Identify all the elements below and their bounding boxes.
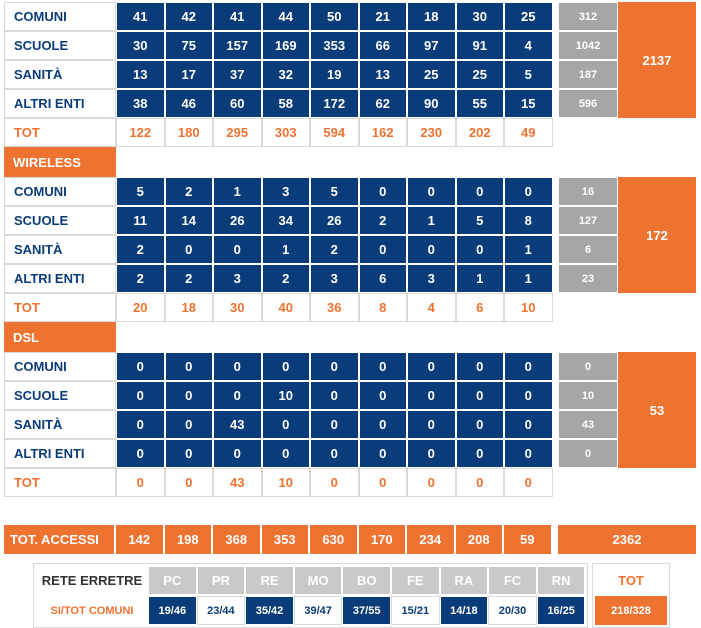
- value-cell: 0: [359, 235, 408, 264]
- tot-label: TOT: [4, 118, 116, 147]
- value-cell: 30: [456, 2, 505, 31]
- tot-accessi-cell: 353: [262, 525, 309, 554]
- value-cell: 60: [213, 89, 262, 118]
- value-cell: 0: [407, 177, 456, 206]
- row-sum: 596: [558, 89, 618, 118]
- value-cell: 0: [407, 439, 456, 468]
- tot-cell: 0: [165, 468, 214, 497]
- section-grand-total: 172: [618, 177, 696, 293]
- tot-accessi-cell: 142: [116, 525, 163, 554]
- tot-cell: 295: [213, 118, 262, 147]
- row-label: COMUNI: [4, 352, 116, 381]
- value-cell: 0: [407, 381, 456, 410]
- value-cell: 41: [213, 2, 262, 31]
- tot-cell: 40: [262, 293, 311, 322]
- footer-frame: [33, 563, 588, 628]
- province-header: RE: [245, 566, 294, 595]
- tot-accessi-cell: 234: [407, 525, 454, 554]
- value-cell: 4: [504, 31, 553, 60]
- province-ratio: 19/46: [148, 596, 197, 625]
- footer-tot-label: TOT: [595, 566, 667, 595]
- value-cell: 5: [310, 177, 359, 206]
- value-cell: 0: [165, 439, 214, 468]
- row-sum: 0: [558, 352, 618, 381]
- value-cell: 0: [262, 352, 311, 381]
- value-cell: 0: [359, 410, 408, 439]
- value-cell: 38: [116, 89, 165, 118]
- value-cell: 0: [359, 352, 408, 381]
- row-label: SCUOLE: [4, 381, 116, 410]
- value-cell: 169: [262, 31, 311, 60]
- value-cell: 19: [310, 60, 359, 89]
- value-cell: 0: [310, 352, 359, 381]
- tot-cell: 30: [213, 293, 262, 322]
- value-cell: 5: [504, 60, 553, 89]
- value-cell: 353: [310, 31, 359, 60]
- value-cell: 43: [213, 410, 262, 439]
- tot-cell: 180: [165, 118, 214, 147]
- value-cell: 26: [310, 206, 359, 235]
- value-cell: 62: [359, 89, 408, 118]
- row-label: SANITÀ: [4, 60, 116, 89]
- row-sum: 0: [558, 439, 618, 468]
- value-cell: 30: [116, 31, 165, 60]
- tot-cell: 4: [407, 293, 456, 322]
- value-cell: 2: [165, 177, 214, 206]
- value-cell: 157: [213, 31, 262, 60]
- row-sum: 16: [558, 177, 618, 206]
- value-cell: 0: [165, 235, 214, 264]
- value-cell: 0: [456, 177, 505, 206]
- value-cell: 75: [165, 31, 214, 60]
- value-cell: 37: [213, 60, 262, 89]
- section-title: DSL: [4, 322, 116, 352]
- tot-cell: 18: [165, 293, 214, 322]
- value-cell: 0: [359, 177, 408, 206]
- province-ratio: 35/42: [245, 596, 294, 625]
- tot-cell: 20: [116, 293, 165, 322]
- value-cell: 0: [310, 381, 359, 410]
- value-cell: 11: [116, 206, 165, 235]
- value-cell: 10: [262, 381, 311, 410]
- row-label: ALTRI ENTI: [4, 264, 116, 293]
- value-cell: 2: [116, 235, 165, 264]
- tot-cell: 0: [310, 468, 359, 497]
- value-cell: 2: [310, 235, 359, 264]
- row-label: SCUOLE: [4, 206, 116, 235]
- value-cell: 97: [407, 31, 456, 60]
- value-cell: 32: [262, 60, 311, 89]
- province-header: RA: [440, 566, 489, 595]
- tot-cell: 10: [504, 293, 553, 322]
- value-cell: 1: [262, 235, 311, 264]
- tot-label: TOT: [4, 468, 116, 497]
- tot-cell: 230: [407, 118, 456, 147]
- value-cell: 58: [262, 89, 311, 118]
- value-cell: 3: [407, 264, 456, 293]
- value-cell: 3: [213, 264, 262, 293]
- value-cell: 21: [359, 2, 408, 31]
- province-ratio: 39/47: [294, 596, 343, 625]
- value-cell: 0: [213, 352, 262, 381]
- value-cell: 0: [407, 352, 456, 381]
- value-cell: 0: [456, 439, 505, 468]
- province-header: FC: [488, 566, 537, 595]
- province-ratio: 16/25: [537, 596, 586, 625]
- footer-label-rete: RETE ERRETRE: [36, 566, 148, 595]
- value-cell: 0: [262, 439, 311, 468]
- value-cell: 46: [165, 89, 214, 118]
- value-cell: 0: [116, 381, 165, 410]
- value-cell: 0: [165, 410, 214, 439]
- value-cell: 0: [310, 410, 359, 439]
- tot-label: TOT: [4, 293, 116, 322]
- tot-cell: 594: [310, 118, 359, 147]
- value-cell: 25: [456, 60, 505, 89]
- value-cell: 0: [407, 410, 456, 439]
- value-cell: 0: [456, 352, 505, 381]
- value-cell: 2: [116, 264, 165, 293]
- value-cell: 0: [456, 235, 505, 264]
- province-header: BO: [342, 566, 391, 595]
- value-cell: 90: [407, 89, 456, 118]
- value-cell: 0: [165, 352, 214, 381]
- tot-cell: 0: [456, 468, 505, 497]
- value-cell: 0: [213, 381, 262, 410]
- value-cell: 0: [213, 235, 262, 264]
- tot-accessi-grand: 2362: [558, 525, 696, 554]
- value-cell: 0: [116, 352, 165, 381]
- province-ratio: 15/21: [391, 596, 440, 625]
- footer-label-ratio: SI/TOT COMUNI: [36, 596, 148, 625]
- tot-accessi-cell: 170: [359, 525, 406, 554]
- value-cell: 18: [407, 2, 456, 31]
- value-cell: 13: [359, 60, 408, 89]
- value-cell: 0: [456, 381, 505, 410]
- province-header: FE: [391, 566, 440, 595]
- tot-cell: 0: [504, 468, 553, 497]
- value-cell: 0: [116, 439, 165, 468]
- value-cell: 17: [165, 60, 214, 89]
- value-cell: 15: [504, 89, 553, 118]
- tot-cell: 10: [262, 468, 311, 497]
- row-sum: 43: [558, 410, 618, 439]
- value-cell: 1: [213, 177, 262, 206]
- value-cell: 2: [262, 264, 311, 293]
- value-cell: 172: [310, 89, 359, 118]
- tot-cell: 49: [504, 118, 553, 147]
- row-label: SCUOLE: [4, 31, 116, 60]
- value-cell: 0: [213, 439, 262, 468]
- row-label: SANITÀ: [4, 235, 116, 264]
- value-cell: 34: [262, 206, 311, 235]
- row-label: ALTRI ENTI: [4, 89, 116, 118]
- section-title: WIRELESS: [4, 147, 116, 177]
- row-sum: 1042: [558, 31, 618, 60]
- province-header: MO: [294, 566, 343, 595]
- tot-cell: 162: [359, 118, 408, 147]
- value-cell: 0: [504, 381, 553, 410]
- tot-cell: 43: [213, 468, 262, 497]
- province-header: PR: [197, 566, 246, 595]
- value-cell: 44: [262, 2, 311, 31]
- value-cell: 2: [165, 264, 214, 293]
- value-cell: 0: [359, 381, 408, 410]
- value-cell: 3: [262, 177, 311, 206]
- footer-tot-value: 218/328: [595, 596, 667, 625]
- section-grand-total: 2137: [618, 2, 696, 118]
- value-cell: 3: [310, 264, 359, 293]
- row-label: SANITÀ: [4, 410, 116, 439]
- value-cell: 0: [407, 235, 456, 264]
- tot-cell: 36: [310, 293, 359, 322]
- value-cell: 13: [116, 60, 165, 89]
- value-cell: 0: [504, 352, 553, 381]
- value-cell: 14: [165, 206, 214, 235]
- value-cell: 66: [359, 31, 408, 60]
- row-sum: 127: [558, 206, 618, 235]
- section-grand-total: 53: [618, 352, 696, 468]
- value-cell: 1: [407, 206, 456, 235]
- tot-cell: 0: [407, 468, 456, 497]
- province-header: PC: [148, 566, 197, 595]
- tot-accessi-cell: 630: [310, 525, 357, 554]
- tot-cell: 6: [456, 293, 505, 322]
- tot-cell: 303: [262, 118, 311, 147]
- value-cell: 5: [456, 206, 505, 235]
- value-cell: 0: [310, 439, 359, 468]
- value-cell: 0: [504, 439, 553, 468]
- value-cell: 0: [456, 410, 505, 439]
- tot-cell: 122: [116, 118, 165, 147]
- tot-cell: 0: [116, 468, 165, 497]
- row-sum: 187: [558, 60, 618, 89]
- province-ratio: 14/18: [440, 596, 489, 625]
- value-cell: 1: [504, 264, 553, 293]
- tot-cell: 0: [359, 468, 408, 497]
- tot-accessi-cell: 368: [213, 525, 260, 554]
- value-cell: 25: [504, 2, 553, 31]
- value-cell: 2: [359, 206, 408, 235]
- tot-cell: 202: [456, 118, 505, 147]
- value-cell: 6: [359, 264, 408, 293]
- row-label: ALTRI ENTI: [4, 439, 116, 468]
- value-cell: 41: [116, 2, 165, 31]
- value-cell: 0: [262, 410, 311, 439]
- tot-accessi-cell: 198: [165, 525, 212, 554]
- value-cell: 25: [407, 60, 456, 89]
- tot-accessi-cell: 59: [504, 525, 551, 554]
- province-ratio: 20/30: [488, 596, 537, 625]
- row-sum: 6: [558, 235, 618, 264]
- province-header: RN: [537, 566, 586, 595]
- value-cell: 8: [504, 206, 553, 235]
- row-sum: 23: [558, 264, 618, 293]
- value-cell: 50: [310, 2, 359, 31]
- row-label: COMUNI: [4, 177, 116, 206]
- value-cell: 26: [213, 206, 262, 235]
- value-cell: 55: [456, 89, 505, 118]
- value-cell: 1: [456, 264, 505, 293]
- row-sum: 312: [558, 2, 618, 31]
- value-cell: 0: [165, 381, 214, 410]
- tot-accessi-label: TOT. ACCESSI: [4, 525, 114, 554]
- value-cell: 91: [456, 31, 505, 60]
- province-ratio: 23/44: [197, 596, 246, 625]
- value-cell: 0: [504, 177, 553, 206]
- value-cell: 1: [504, 235, 553, 264]
- value-cell: 0: [359, 439, 408, 468]
- value-cell: 0: [116, 410, 165, 439]
- row-sum: 10: [558, 381, 618, 410]
- tot-cell: 8: [359, 293, 408, 322]
- value-cell: 42: [165, 2, 214, 31]
- value-cell: 5: [116, 177, 165, 206]
- tot-accessi-cell: 208: [456, 525, 503, 554]
- province-ratio: 37/55: [342, 596, 391, 625]
- row-label: COMUNI: [4, 2, 116, 31]
- value-cell: 0: [504, 410, 553, 439]
